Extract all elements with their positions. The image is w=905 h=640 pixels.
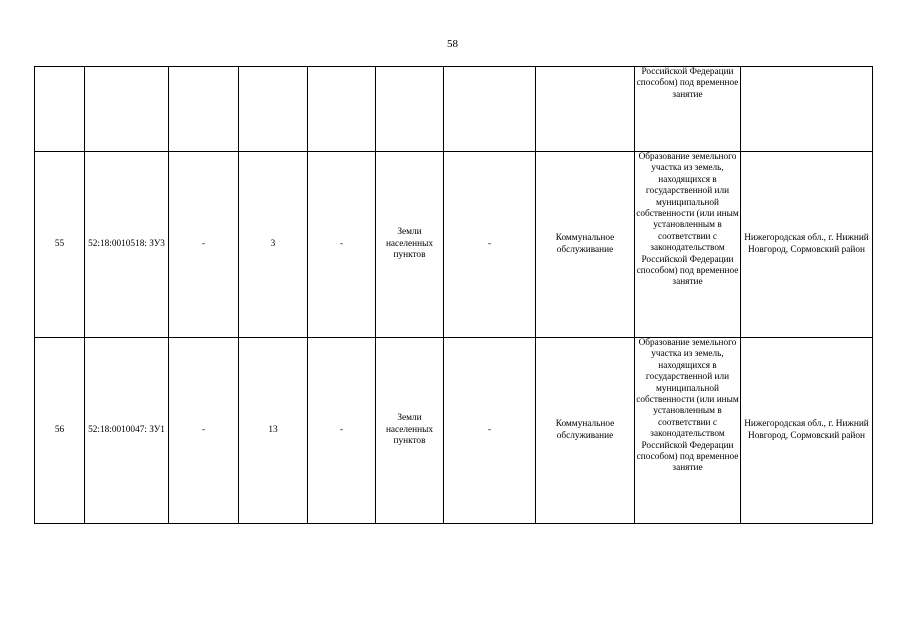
cell-col5: - bbox=[308, 338, 376, 524]
cell-permitted-use: Коммунальное обслуживание bbox=[536, 152, 635, 338]
cell-cadastral-number: 52:18:0010047: ЗУ1 bbox=[85, 338, 169, 524]
cell-basis: Образование земельного участка из земель, находящихся в государственной или муниципальной собственности (или иным установленным в соответствии с законодательством Российской Федерации способом) под временное занятие bbox=[635, 338, 741, 524]
cell-permitted-use bbox=[536, 67, 635, 152]
cell-address bbox=[741, 67, 873, 152]
cell-cadastral-number: 52:18:0010518: ЗУ3 bbox=[85, 152, 169, 338]
cell-col7 bbox=[444, 67, 536, 152]
cell-land-category bbox=[376, 67, 444, 152]
cell-number: 55 bbox=[35, 152, 85, 338]
cell-col7: - bbox=[444, 152, 536, 338]
cell-col3: - bbox=[169, 338, 239, 524]
cell-basis: Образование земельного участка из земель, находящихся в государственной или муниципальной собственности (или иным установленным в соответствии с законодательством Российской Федерации способом) под временное занятие bbox=[635, 152, 741, 338]
cell-col5: - bbox=[308, 152, 376, 338]
cell-land-category: Земли населенных пунктов bbox=[376, 152, 444, 338]
cell-address: Нижегородская обл., г. Нижний Новгород, Сормовский район bbox=[741, 338, 873, 524]
cell-col4: 3 bbox=[239, 152, 308, 338]
cell-number: 56 bbox=[35, 338, 85, 524]
cell-number bbox=[35, 67, 85, 152]
cell-basis: Российской Федерации способом) под временное занятие bbox=[635, 67, 741, 152]
table-row-continuation bbox=[35, 67, 873, 152]
cell-land-category: Земли населенных пунктов bbox=[376, 338, 444, 524]
cell-permitted-use: Коммунальное обслуживание bbox=[536, 338, 635, 524]
cell-col7: - bbox=[444, 338, 536, 524]
table-row bbox=[35, 152, 873, 338]
table-row bbox=[35, 338, 873, 524]
cell-col5 bbox=[308, 67, 376, 152]
cell-address: Нижегородская обл., г. Нижний Новгород, Сормовский район bbox=[741, 152, 873, 338]
cell-col3: - bbox=[169, 152, 239, 338]
land-plots-table bbox=[34, 66, 873, 524]
page-number: 58 bbox=[447, 38, 458, 50]
cell-col4 bbox=[239, 67, 308, 152]
cell-col4: 13 bbox=[239, 338, 308, 524]
cell-col3 bbox=[169, 67, 239, 152]
cell-cadastral-number bbox=[85, 67, 169, 152]
